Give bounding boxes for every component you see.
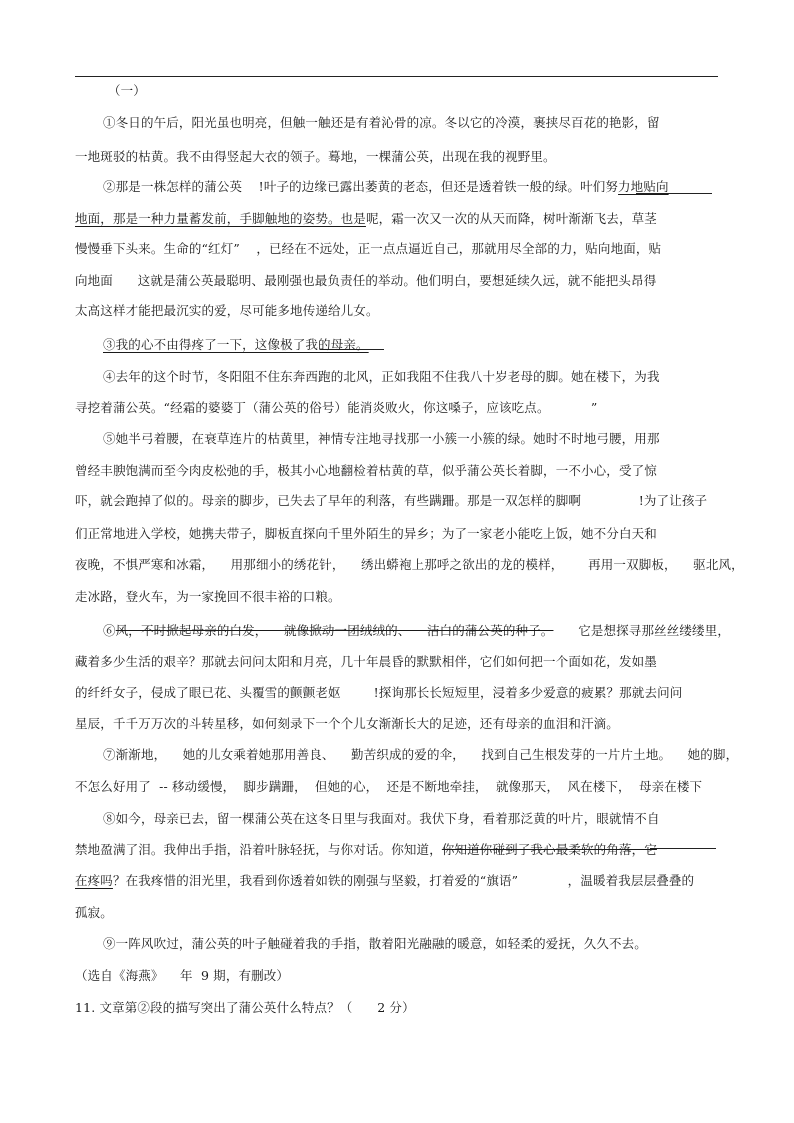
underline-connector xyxy=(636,193,712,194)
text-segment: 吓，就会跑掉了似的。母亲的脚步，已失去了早年的利落，有些蹒跚。那是一双怎样的脚啊 !为了让孩子 xyxy=(75,493,708,508)
text-line xyxy=(75,146,718,168)
paragraph-start-line xyxy=(103,112,718,134)
text-line xyxy=(75,208,718,230)
text-segment: 的纤纤女子，侵成了眼已花、头覆雪的颤颤老妪 !探询那长长短短里，浸着多少爱意的疲累？那就去问问 xyxy=(75,685,683,700)
text-segment: ④去年的这个时节，冬阳阻不住东奔西跑的北风，正如我阻不住我八十岁老母的脚。她在楼下，为我 xyxy=(103,369,660,384)
paragraph-start-line xyxy=(103,933,718,955)
text-segment: 星辰，千千万万次的斗转星移，如何刻录下一个个儿女渐渐长大的足迹，还有母亲的血泪和汗滴。 xyxy=(75,716,619,731)
text-segment: ⑧如今，母亲已去，留一棵蒲公英在这冬日里与我面对。我伏下身，看着那泛黄的叶片，眼就情不自 xyxy=(103,811,660,826)
text-segment: 一地斑驳的枯黄。我不由得竖起大衣的领子。蓦地，一棵蒲公英，出现在我的视野里。 xyxy=(75,149,556,164)
paragraph-start-line xyxy=(103,334,718,356)
text-segment: ？在我疼惜的泪光里，我看到你透着如铁的刚强与坚毅，打着爱的“旗语” ，温暖着我层层叠叠的 xyxy=(112,873,695,888)
text-line xyxy=(75,490,718,512)
text-segment: 它是想探寻那丝丝缕缕里， xyxy=(553,623,730,638)
text-segment: ①冬日的午后，阳光虽也明亮，但触一触还是有着沁骨的凉。冬以它的冷漠，裹挟尽百花的艳影，留 xyxy=(103,115,660,130)
text-line xyxy=(75,965,718,987)
text-segment: 曾经丰腴饱满而至今肉皮松弛的手，极其小心地翻检着枯黄的草，似乎蒲公英长着脚，一不小心，受了惊 xyxy=(75,463,657,478)
top-rule xyxy=(75,76,718,77)
text-line xyxy=(75,238,718,260)
text-segment: 不怎么好用了 -- 移动缓慢， 脚步蹒跚， 但她的心， 还是不断地牵挂， 就像那天， 风在楼下， 母亲在楼下 xyxy=(75,779,703,794)
text-segment: 们正常地进入学校，她携夫带子，脚板直探向千里外陌生的异乡；为了一家老小能吃上饭，她不分白天和 xyxy=(75,526,657,541)
text-segment: 慢慢垂下头来。生命的“红灯” ，已经在不远处，正一点点逼近自己，那就用尽全部的力，贴向地面，贴 xyxy=(75,241,662,256)
text-line xyxy=(75,870,718,892)
text-segment: ⑤她半弓着腰，在衰草连片的枯黄里，神情专注地寻找那一小簇一小簇的绿。她时不时地弓腰，用那 xyxy=(103,431,660,446)
underlined-text: 在疼吗 xyxy=(75,873,113,888)
text-segment: ⑦渐渐地， 她的儿女乘着她那用善良、 勤苦织成的爱的伞， 找到自己生根发芽的一片片土地。 她的脚， xyxy=(103,747,739,762)
underlined-text: 地面，那是一种力量蓄发前，手脚触地的姿势。也是 xyxy=(75,211,366,226)
text-line xyxy=(75,554,744,576)
text-line xyxy=(75,523,718,545)
text-segment: 藏着多少生活的艰辛？那就去问问太阳和月亮，几十年晨昏的默默相伴，它们如何把一个面如花，发如墨 xyxy=(75,654,657,669)
paragraph-start-line xyxy=(103,428,718,450)
text-segment: 寻挖着蒲公英。“经霜的婆婆丁（蒲公英的俗号）能消炎败火，你这嗓子，应该吃点。 ” xyxy=(75,400,598,415)
text-line xyxy=(75,776,718,798)
text-line xyxy=(75,902,718,924)
paragraph-start-line xyxy=(103,744,739,766)
marked-text: 风，不时掀起母亲的白发， 就像掀动一团绒绒的、 洁白的蒲公英的种子。 xyxy=(115,623,554,638)
paragraph-start-line xyxy=(103,176,718,198)
text-segment: 孤寂。 xyxy=(75,905,113,920)
text-segment: （选自《海燕》 年 9 期，有删改） xyxy=(75,968,290,983)
underlined-text: 力地贴向 xyxy=(618,179,669,194)
underline-connector xyxy=(320,349,384,350)
text-segment: 11. 文章第②段的描写突出了蒲公英什么特点？（ 2 分） xyxy=(75,1000,415,1015)
text-segment: ⑥ xyxy=(103,623,116,638)
paragraph-start-line xyxy=(103,808,718,830)
text-segment: ②那是一株怎样的蒲公英 !叶子的边缘已露出萎黄的老态，但还是透着铁一般的绿。叶们努 xyxy=(103,179,619,194)
text-line xyxy=(75,270,718,292)
text-line xyxy=(75,300,718,322)
text-segment: ⑨一阵风吹过，蒲公英的叶子触碰着我的手指，散着阳光融融的暖意，如轻柔的爱抚，久久不去。 xyxy=(103,936,647,951)
text-segment: 太高这样才能把最沉实的爱，尽可能多地传递给儿女。 xyxy=(75,303,379,318)
text-line xyxy=(75,713,718,735)
underline-connector xyxy=(650,848,716,849)
text-segment: 夜晚，不惧严寒和冰霜， 用那细小的绣花针， 绣出蟒袍上那呼之欲出的龙的模样， 再用一双脚板， 驱北风， xyxy=(75,557,744,572)
marked-text: 你知道你碰到了我心最柔软的角落，它 xyxy=(441,842,657,857)
text-line xyxy=(75,839,718,861)
text-segment: 向地面 这就是蒲公英最聪明、最刚强也最负责任的举动。他们明白，要想延续久远，就不能把头昂得 xyxy=(75,273,657,288)
paragraph-start-line xyxy=(103,366,718,388)
section-heading: （一） xyxy=(108,83,146,98)
text-line xyxy=(75,682,718,704)
underlined-text: ③我的心不由得疼了一下，这像极了我的母亲。 xyxy=(103,337,369,352)
text-line xyxy=(75,997,718,1019)
text-line xyxy=(75,397,718,419)
text-segment: 走冰路，登火车，为一家挽回不很丰裕的口粮。 xyxy=(75,589,341,604)
paragraph-start-line xyxy=(103,620,730,642)
text-segment: 禁地盈满了泪。我伸出手指，沿着叶脉轻抚，与你对话。你知道， xyxy=(75,842,442,857)
text-segment: 呢，霜一次又一次的从天而降，树叶渐渐飞去，草茎 xyxy=(365,211,657,226)
text-line xyxy=(75,586,718,608)
text-line xyxy=(75,460,718,482)
text-line xyxy=(75,651,718,673)
